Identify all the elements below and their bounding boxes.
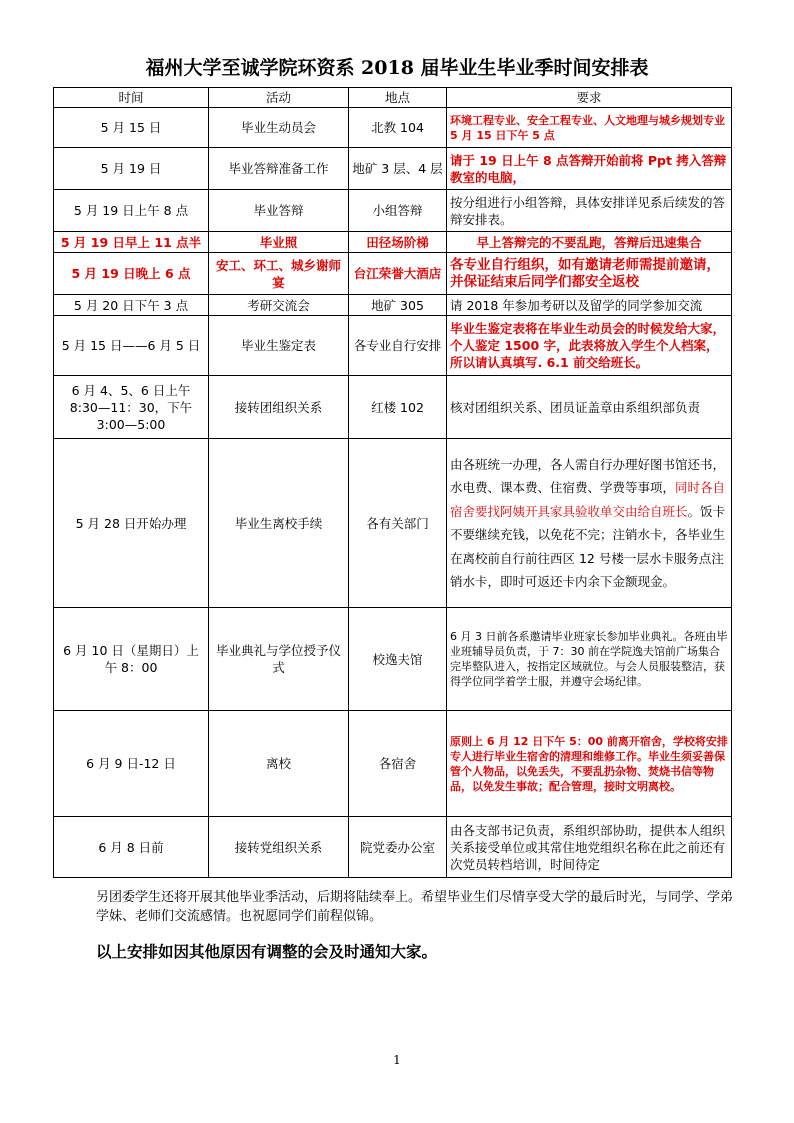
place-cell: 校逸夫馆	[349, 608, 447, 711]
activity-cell: 毕业照	[209, 232, 349, 253]
time-cell: 5 月 15 日——6 月 5 日	[54, 316, 209, 376]
activity-cell: 毕业答辩	[209, 190, 349, 232]
time-cell: 5 月 19 日	[54, 148, 209, 190]
requirement-cell: 原则上 6 月 12 日下午 5：00 前离开宿舍，学校将安排专人进行毕业生宿舍的清理和维修工作。毕业生须妥善保管个人物品，以免丢失，不要乱扔杂物、焚烧书信等物品，以免发生事故；配合管理，接时文明离校。	[447, 711, 732, 817]
time-cell: 6 月 9 日-12 日	[54, 711, 209, 817]
header-place: 地点	[349, 88, 447, 108]
place-cell: 地矿 305	[349, 295, 447, 316]
requirement-cell: 请于 19 日上午 8 点答辩开始前将 Ppt 拷入答辩教室的电脑，	[447, 148, 732, 190]
table-row	[54, 376, 732, 439]
table-row	[54, 817, 732, 878]
time-cell: 5 月 15 日	[54, 108, 209, 148]
time-cell: 5 月 19 日上午 8 点	[54, 190, 209, 232]
table-row	[54, 711, 732, 817]
time-cell: 6 月 8 日前	[54, 817, 209, 878]
place-cell: 北教 104	[349, 108, 447, 148]
requirement-cell: 按分组进行小组答辩，具体安排详见系后续发的答辩安排表。	[447, 190, 732, 232]
table-header-row	[54, 88, 732, 108]
schedule-table	[53, 87, 732, 878]
requirement-text: 。饭卡不要继续充钱，以免花不完；注销水卡，各毕业生在离校前自行前往西区 12 号楼一层水卡服务点注销水卡，即时可返还卡内余下金额现金。	[450, 503, 726, 589]
header-time: 时间	[54, 88, 209, 108]
requirement-cell: 环境工程专业、安全工程专业、人文地理与城乡规划专业 5 月 15 日下午 5 点	[447, 108, 732, 148]
document-title: 福州大学至诚学院环资系 2018 届毕业生毕业季时间安排表	[145, 57, 649, 79]
requirement-cell: 由各支部书记负责，系组织部协助，提供本人组织关系接受单位或其常住地党组织名称在此之前还有次党员转档培训，时间待定	[447, 817, 732, 878]
activity-cell: 安工、环工、城乡谢师宴	[209, 253, 349, 295]
time-cell: 6 月 10 日（星期日）上午 8：00	[54, 608, 209, 711]
footer-note: 另团委学生还将开展其他毕业季活动，后期将陆续奉上。希望毕业生们尽情享受大学的最后时光，与同学、学弟学妹、老师们交流感情。也祝愿同学们前程似锦。	[96, 890, 734, 924]
table-row	[54, 190, 732, 232]
requirement-cell: 请 2018 年参加考研以及留学的同学参加交流	[447, 295, 732, 316]
activity-cell: 考研交流会	[209, 295, 349, 316]
place-cell: 田径场阶梯	[349, 232, 447, 253]
table-row	[54, 439, 732, 608]
table-row	[54, 316, 732, 376]
activity-cell: 毕业答辩准备工作	[209, 148, 349, 190]
requirement-cell: 核对团组织关系、团员证盖章由系组织部负责	[447, 376, 732, 439]
page-number: 1	[393, 1053, 401, 1067]
requirement-cell	[447, 439, 732, 608]
activity-cell: 毕业生离校手续	[209, 439, 349, 608]
place-cell: 各宿舍	[349, 711, 447, 817]
header-requirement: 要求	[447, 88, 732, 108]
place-cell: 各有关部门	[349, 439, 447, 608]
time-cell: 5 月 19 日晚上 6 点	[54, 253, 209, 295]
table-row	[54, 108, 732, 148]
table-row	[54, 295, 732, 316]
activity-cell: 接转团组织关系	[209, 376, 349, 439]
footer-notice: 以上安排如因其他原因有调整的会及时通知大家。	[96, 943, 438, 961]
place-cell: 各专业自行安排	[349, 316, 447, 376]
place-cell: 院党委办公室	[349, 817, 447, 878]
time-cell: 5 月 19 日早上 11 点半	[54, 232, 209, 253]
place-cell: 红楼 102	[349, 376, 447, 439]
activity-cell: 接转党组织关系	[209, 817, 349, 878]
place-cell: 台江荣誉大酒店	[349, 253, 447, 295]
requirement-cell: 6 月 3 日前各系邀请毕业班家长参加毕业典礼。各班由毕业班辅导员负责，于 7：30 前在学院逸夫馆前广场集合完毕整队进入，按指定区域就位。与会人员服装整洁，获得学位同学着学士服，并遵守会场纪律。	[447, 608, 732, 711]
table-row	[54, 608, 732, 711]
table-row	[54, 253, 732, 295]
requirement-cell: 各专业自行组织，如有邀请老师需提前邀请，并保证结束后同学们都安全返校	[447, 253, 732, 295]
time-cell: 6 月 4、5、6 日上午 8:30—11：30，下午 3:00—5:00	[54, 376, 209, 439]
requirement-cell: 毕业生鉴定表将在毕业生动员会的时候发给大家，个人鉴定 1500 字，此表将放入学生个人档案，所以请认真填写. 6.1 前交给班长。	[447, 316, 732, 376]
activity-cell: 毕业生鉴定表	[209, 316, 349, 376]
table-row	[54, 148, 732, 190]
table-row	[54, 232, 732, 253]
activity-cell: 毕业典礼与学位授予仪式	[209, 608, 349, 711]
activity-cell: 离校	[209, 711, 349, 817]
requirement-text: 由各班统一办理，各人需自行办理好图书馆还书，水电费、课本费、住宿费、学费等事项，	[450, 456, 726, 495]
activity-cell: 毕业生动员会	[209, 108, 349, 148]
time-cell: 5 月 20 日下午 3 点	[54, 295, 209, 316]
place-cell: 小组答辩	[349, 190, 447, 232]
time-cell: 5 月 28 日开始办理	[54, 439, 209, 608]
place-cell: 地矿 3 层、4 层	[349, 148, 447, 190]
header-activity: 活动	[209, 88, 349, 108]
requirement-text-highlight: 同时各自宿舍要找阿姨开具家具验收单交由给自班长	[450, 480, 726, 519]
requirement-cell: 早上答辩完的不要乱跑，答辩后迅速集合	[447, 232, 732, 253]
